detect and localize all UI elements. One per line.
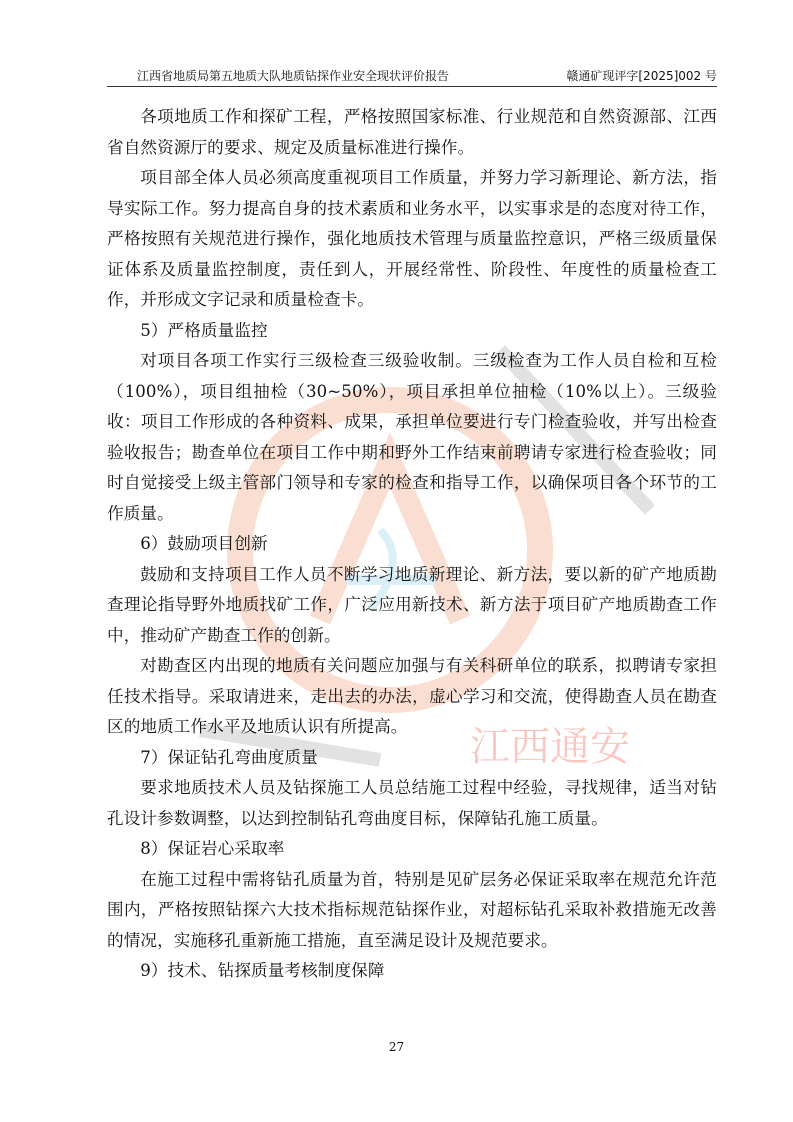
watermark-text: 江西通安 (470, 724, 630, 770)
document-body (107, 102, 717, 987)
body-paragraph: 对勘查区内出现的地质有关问题应加强与有关科研单位的联系，拟聘请专家担任技术指导。采取请进来，走出去的办法，虚心学习和交流，使得勘查人员在勘查区的地质工作水平及地质认识有所提高。 (107, 656, 717, 736)
page-number: 27 (388, 1040, 405, 1054)
body-paragraph: 项目部全体人员必须高度重视项目工作质量，并努力学习新理论、新方法，指导实际工作。努力提高自身的技术素质和业务水平，以实事求是的态度对待工作，严格按照有关规范进行操作，强化地质技术管理与质量监控意识，严格三级质量保证体系及质量监控制度，责任到人，开展经常性、阶段性、年度性的质量检查工作，并形成文字记录和质量检查卡。 (107, 168, 717, 309)
page-header (107, 64, 717, 87)
section-heading: 6）鼓励项目创新 (140, 534, 268, 553)
section-heading: 8）保证岩心采取率 (140, 839, 285, 858)
body-paragraph: 要求地质技术人员及钻探施工人员总结施工过程中经验，寻找规律，适当对钻孔设计参数调整，以达到控制钻孔弯曲度目标，保障钻孔施工质量。 (107, 778, 717, 828)
header-title: 江西省地质局第五地质大队地质钻探作业安全现状评价报告 (137, 69, 450, 83)
body-paragraph: 在施工过程中需将钻孔质量为首，特别是见矿层务必保证采取率在规范允许范围内，严格按照钻探六大技术指标规范钻探作业，对超标钻孔采取补救措施无改善的情况，实施移孔重新施工措施，直至满足设计及规范要求。 (107, 869, 717, 950)
section-heading: 5）严格质量监控 (140, 320, 268, 340)
section-heading: 7）保证钻孔弯曲度质量 (140, 747, 318, 767)
section-heading: 9）技术、钻探质量考核制度保障 (140, 961, 385, 980)
body-paragraph: 鼓励和支持项目工作人员不断学习地质新理论、新方法，要以新的矿产地质勘查理论指导野外地质找矿工作，广泛应用新技术、新方法于项目矿产地质勘查工作中，推动矿产勘查工作的创新。 (107, 564, 717, 645)
body-paragraph: 各项地质工作和探矿工程，严格按照国家标准、行业规范和自然资源部、江西省自然资源厅的要求、规定及质量标准进行操作。 (107, 107, 717, 157)
body-paragraph: 对项目各项工作实行三级检查三级验收制。三级检查为工作人员自检和互检（100%），项目组抽检（30~50%），项目承担单位抽检（10%以上）。三级验收：项目工作形成的各种资料、成果，承担单位要进行专门检查验收，并写出检查验收报告；勘查单位在项目工作中期和野外工作结束前聘请专家进行检查验收；同时自觉接受上级主管部门领导和专家的检查和指导工作，以确保项目各个环节的工作质量。 (107, 351, 717, 523)
header-report-number: 赣通矿现评字[2025]002 号 (566, 69, 717, 83)
